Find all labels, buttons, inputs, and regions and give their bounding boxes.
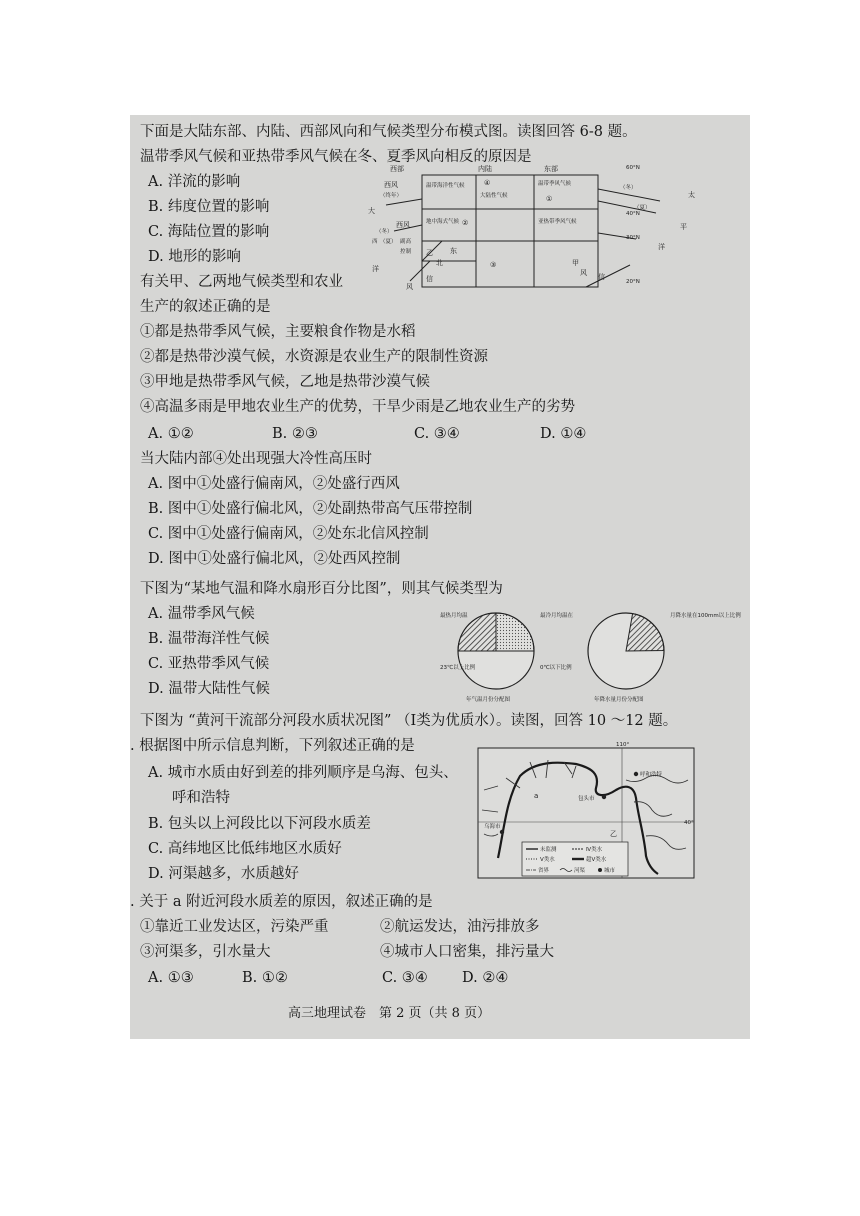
q8-option-b: B. 图中①处盛行偏北风，②处副热带高气压带控制	[148, 501, 473, 517]
cell-mediterranean: 地中海式气候	[426, 219, 460, 225]
col-east: 东部	[544, 165, 558, 173]
left-above-label: 23℃以上比例	[440, 665, 476, 671]
col-inland: 内陆	[478, 165, 492, 173]
cell-mark-4: ④	[484, 179, 491, 187]
q7-option-d: D. ①④	[540, 426, 587, 442]
q8-option-a: A. 图中①处盛行偏南风，②处盛行西风	[148, 476, 400, 492]
q7-statement-4: ④高温多雨是甲地农业生产的优势，干旱少雨是乙地农业生产的劣势	[140, 399, 575, 415]
q6-option-d: D. 地形的影响	[148, 249, 241, 265]
q9-option-b: B. 温带海洋性气候	[148, 631, 270, 647]
q7-statement-1: ①都是热带季风气候，主要粮食作物是水稻	[140, 324, 416, 340]
q11-statement-3: ③河渠多，引水量大	[140, 944, 271, 960]
q7-option-c: C. ③④	[414, 426, 460, 442]
svg-text:河渠: 河渠	[574, 868, 586, 874]
q9-option-a: A. 温带季风气候	[148, 606, 255, 622]
section-intro-2: 下图为 “黄河干流部分河段水质状况图” （Ⅰ类为优质水）。读图，回答 10 ～12 题。	[140, 713, 678, 729]
svg-text:（夏）: （夏）	[634, 205, 651, 211]
lat-20: 20°N	[626, 279, 640, 285]
q7-statement-3: ③甲地是热带季风气候，乙地是热带沙漠气候	[140, 374, 430, 390]
q8-option-d: D. 图中①处盛行偏北风，②处西风控制	[148, 551, 401, 567]
svg-text:东: 东	[450, 247, 457, 255]
q11-option-b: B. ①②	[242, 970, 288, 986]
label-baotou: 包头市	[578, 796, 595, 802]
q7-statement-2: ②都是热带沙漠气候，水资源是农业生产的限制性资源	[140, 349, 488, 365]
svg-text:大: 大	[368, 207, 375, 215]
left-top-label: 最热月均温	[440, 613, 468, 619]
q11-statement-2: ②航运发达，油污排放多	[380, 919, 540, 935]
cell-subtropical-monsoon: 亚热带季风气候	[538, 219, 577, 225]
cell-mark-2: ②	[462, 219, 469, 227]
rain-months-slice	[626, 614, 664, 651]
q11-statement-4: ④城市人口密集，排污量大	[380, 944, 554, 960]
lat-40: 40°N	[626, 211, 640, 217]
q11-statement-1: ①靠近工业发达区，污染严重	[140, 919, 329, 935]
q10-option-c: C. 高纬地区比低纬地区水质好	[148, 841, 342, 857]
svg-text:省界: 省界	[538, 868, 550, 874]
svg-text:（终年）: （终年）	[380, 193, 403, 199]
cell-temperate-marine: 温带海洋性气候	[426, 183, 465, 189]
wind-climate-diagram	[366, 161, 698, 293]
svg-text:超Ⅴ类水: 超Ⅴ类水	[586, 857, 607, 863]
label-a: a	[534, 792, 539, 800]
svg-text:平: 平	[680, 223, 687, 231]
q10-option-a-1: A. 城市水质由好到差的排列顺序是乌海、包头、	[148, 765, 458, 781]
exam-page	[130, 115, 750, 1039]
temp-caption: 年气温月份分配图	[466, 697, 511, 703]
q7-option-b: B. ②③	[272, 426, 318, 442]
cell-temperate-monsoon: 温带季风气候	[538, 181, 572, 187]
q6-option-a: A. 洋流的影响	[148, 174, 241, 190]
cell-mark-3: ③	[490, 261, 497, 269]
svg-text:西风: 西风	[396, 221, 410, 229]
svg-text:太: 太	[688, 191, 695, 199]
q11-option-c: C. ③④	[382, 970, 428, 986]
lat-label: 40°	[684, 820, 694, 826]
svg-text:西: 西	[372, 239, 378, 245]
pie-charts	[436, 605, 741, 705]
svg-text:信: 信	[598, 273, 605, 281]
svg-text:乙: 乙	[426, 249, 433, 257]
q7-option-a: A. ①②	[148, 426, 194, 442]
q10-option-d: D. 河渠越多，水质越好	[148, 866, 299, 882]
yellow-river-map	[476, 740, 700, 882]
svg-text:城市: 城市	[604, 868, 616, 874]
cell-continental: 大陆性气候	[480, 193, 508, 199]
svg-text:风: 风	[406, 283, 413, 291]
svg-text:（冬）: （冬）	[620, 185, 637, 191]
left-below-label: 0℃以下比例	[540, 665, 572, 671]
svg-text:（夏）: （夏）	[380, 239, 397, 245]
rain-caption: 年降水量月份分配图	[594, 697, 644, 703]
q10-option-a-2: 呼和浩特	[172, 790, 230, 806]
question-8-stem: 当大陆内部④处出现强大冷性高压时	[140, 451, 372, 467]
question-7-stem-2: 生产的叙述正确的是	[140, 299, 271, 315]
q11-option-a: A. ①③	[148, 970, 194, 986]
svg-text:信: 信	[426, 275, 433, 283]
q8-option-c: C. 图中①处盛行偏南风，②处东北信风控制	[148, 526, 429, 542]
svg-text:控制: 控制	[400, 249, 412, 255]
svg-text:西风: 西风	[384, 181, 398, 189]
q9-option-c: C. 亚热带季风气候	[148, 656, 270, 672]
page-footer: 高三地理试卷 第 2 页（共 8 页）	[288, 1006, 491, 1021]
cell-mark-1: ①	[546, 195, 553, 203]
question-7-stem-1: 有关甲、乙两地气候类型和农业	[140, 274, 343, 290]
lat-30: 30°N	[626, 235, 640, 241]
svg-text:风: 风	[580, 269, 587, 277]
svg-text:未监测: 未监测	[540, 847, 557, 853]
svg-text:洋: 洋	[658, 243, 665, 251]
question-11-stem: . 关于 a 附近河段水质差的原因，叙述正确的是	[130, 894, 433, 910]
section-intro: 下面是大陆东部、内陆、西部风向和气候类型分布模式图。读图回答 6-8 题。	[140, 124, 637, 140]
svg-text:北: 北	[436, 259, 443, 267]
lon-label: 110°	[616, 742, 630, 748]
cold-months-slice	[496, 613, 534, 651]
svg-text:（冬）: （冬）	[376, 229, 393, 235]
svg-text:Ⅴ类水: Ⅴ类水	[540, 857, 555, 863]
svg-text:Ⅳ类水: Ⅳ类水	[586, 847, 603, 853]
q11-option-d: D. ②④	[462, 970, 509, 986]
question-6-stem: 温带季风气候和亚热带季风气候在冬、夏季风向相反的原因是	[140, 149, 532, 165]
col-west: 西部	[390, 165, 404, 173]
q6-option-b: B. 纬度位置的影响	[148, 199, 270, 215]
question-9-stem: 下图为“某地气温和降水扇形百分比图”，则其气候类型为	[140, 581, 503, 597]
label-hohhot: 呼和浩特	[640, 772, 663, 778]
question-10-stem: . 根据图中所示信息判断，下列叙述正确的是	[130, 738, 415, 754]
svg-text:甲: 甲	[572, 259, 579, 267]
q9-option-d: D. 温带大陆性气候	[148, 681, 270, 697]
label-wuhai: 乌海市	[484, 824, 501, 830]
label-yi: 乙	[610, 830, 617, 838]
lat-60: 60°N	[626, 165, 640, 171]
q6-option-c: C. 海陆位置的影响	[148, 224, 270, 240]
q10-option-b: B. 包头以上河段比以下河段水质差	[148, 816, 371, 832]
right-label: 月降水量在100mm以上比例	[670, 613, 741, 619]
svg-text:洋: 洋	[372, 265, 379, 273]
left-mid-label: 最冷月均温在	[540, 613, 574, 619]
svg-text:副高: 副高	[400, 239, 412, 245]
